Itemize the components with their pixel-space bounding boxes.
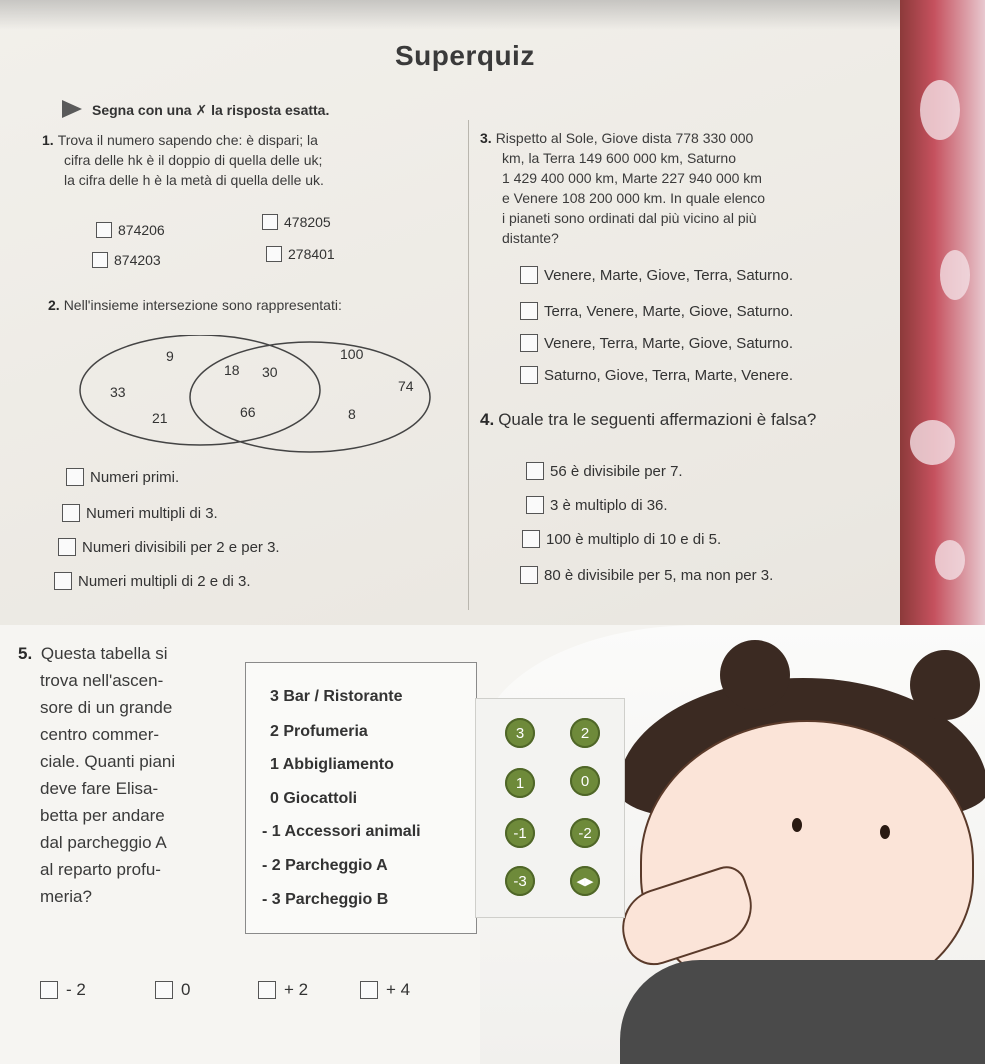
checkbox[interactable] [360, 981, 378, 999]
q1-option-c[interactable]: 874203 [92, 252, 161, 268]
q1-option-d[interactable]: 278401 [266, 246, 335, 262]
q5-line: dal parcheggio A [40, 833, 167, 852]
q4-option-b[interactable]: 3 è multiplo di 36. [526, 496, 668, 514]
floor-label: 0 Giocattoli [270, 790, 358, 807]
checkbox[interactable] [155, 981, 173, 999]
checkbox[interactable] [40, 981, 58, 999]
q3-line-2: km, la Terra 149 600 000 km, Saturno [502, 150, 736, 166]
floor-label: - 2 Parcheggio A [262, 857, 388, 874]
checkbox[interactable] [258, 981, 276, 999]
q1-option-b[interactable]: 478205 [262, 214, 331, 230]
q3-option-d[interactable]: Saturno, Giove, Terra, Marte, Venere. [520, 366, 793, 384]
q5-answer-c[interactable]: + 2 [258, 980, 308, 1000]
checkbox[interactable] [266, 246, 282, 262]
girl-eye [792, 818, 802, 832]
floor-label: 1 Abbigliamento [270, 756, 394, 773]
venn-left-value: 33 [110, 384, 126, 400]
checkbox[interactable] [522, 530, 540, 548]
question-4 [480, 410, 816, 430]
venn-intersection-value: 18 [224, 362, 240, 378]
girl-shirt [620, 960, 985, 1064]
q2-number: 2. [48, 297, 60, 313]
q5-line: Questa tabella si [40, 644, 168, 663]
checkbox[interactable] [66, 468, 84, 486]
q5-line: meria? [40, 887, 92, 906]
q5-number: 5. [18, 644, 33, 663]
q2-option-c[interactable]: Numeri divisibili per 2 e per 3. [58, 538, 280, 556]
q3-option-b[interactable]: Terra, Venere, Marte, Giove, Saturno. [520, 302, 793, 320]
checkbox[interactable] [54, 572, 72, 590]
venn-right-value: 100 [340, 346, 364, 362]
girl-hair-bun [720, 640, 790, 710]
q3-line-6: distante? [502, 230, 559, 246]
floor-label: - 3 Parcheggio B [262, 891, 389, 908]
elevator-button[interactable]: -3 [505, 866, 535, 896]
elevator-button[interactable]: -2 [570, 818, 600, 848]
q5-answer-d[interactable]: + 4 [360, 980, 410, 1000]
elevator-button[interactable]: 0 [570, 766, 600, 796]
checkbox[interactable] [92, 252, 108, 268]
venn-left-value: 9 [166, 348, 174, 364]
checkbox[interactable] [526, 462, 544, 480]
elevator-button[interactable]: 2 [570, 718, 600, 748]
q5-line: al reparto profu- [40, 860, 161, 879]
elevator-button[interactable]: 3 [505, 718, 535, 748]
q1-option-a[interactable]: 874206 [96, 222, 165, 238]
q1-number: 1. [42, 132, 54, 148]
question-3 [480, 128, 890, 248]
elevator-button[interactable]: 1 [505, 768, 535, 798]
checkbox[interactable] [96, 222, 112, 238]
q3-option-a[interactable]: Venere, Marte, Giove, Terra, Saturno. [520, 266, 793, 284]
page-title: Superquiz [395, 40, 535, 71]
q5-line: sore di un grande [40, 698, 173, 717]
q3-line-3: 1 429 400 000 km, Marte 227 940 000 km [502, 170, 762, 186]
q1-line-1: Trova il numero sapendo che: è dispari; la [57, 132, 318, 148]
checkbox[interactable] [62, 504, 80, 522]
q3-option-c[interactable]: Venere, Terra, Marte, Giove, Saturno. [520, 334, 793, 352]
venn-right-value: 8 [348, 406, 356, 422]
checkbox[interactable] [520, 334, 538, 352]
checkbox[interactable] [58, 538, 76, 556]
q1-line-2: cifra delle hk è il doppio di quella delle uk; [64, 152, 323, 168]
q5-line: centro commer- [40, 725, 160, 744]
q3-line-4: e Venere 108 200 000 km. In quale elenco [502, 190, 766, 206]
q4-option-d[interactable]: 80 è divisibile per 5, ma non per 3. [520, 566, 773, 584]
instruction-arrow-icon [62, 100, 82, 118]
q5-line: deve fare Elisa- [40, 779, 159, 798]
q5-line: ciale. Quanti piani [40, 752, 176, 771]
q2-text: Nell'insieme intersezione sono rappresentati: [63, 297, 342, 313]
venn-left-value: 21 [152, 410, 168, 426]
q3-number: 3. [480, 130, 492, 146]
top-shadow [0, 0, 985, 30]
checkbox[interactable] [262, 214, 278, 230]
checkbox[interactable] [520, 366, 538, 384]
q3-line-5: i pianeti sono ordinati dal più vicino al più [502, 210, 757, 226]
floor-label: 3 Bar / Ristorante [270, 688, 403, 705]
q5-answer-a[interactable]: - 2 [40, 980, 86, 1000]
girl-hair-bun [910, 650, 980, 720]
q5-answer-b[interactable]: 0 [155, 980, 190, 1000]
q1-line-3: la cifra delle h è la metà di quella delle uk. [64, 172, 324, 188]
question-2 [48, 295, 468, 315]
elevator-button-panel [475, 698, 625, 918]
checkbox[interactable] [526, 496, 544, 514]
column-divider [468, 120, 469, 610]
checkbox[interactable] [520, 302, 538, 320]
instruction-text: Segna con una ✗ la risposta esatta. [92, 102, 330, 118]
floor-label: - 1 Accessori animali [262, 823, 421, 840]
question-5 [18, 640, 248, 910]
question-1 [42, 130, 462, 190]
venn-diagram [70, 335, 450, 455]
venn-intersection-value: 30 [262, 364, 278, 380]
q2-option-d[interactable]: Numeri multipli di 2 e di 3. [54, 572, 251, 590]
venn-right-value: 74 [398, 378, 414, 394]
door-arrows-icon[interactable]: ◀▶ [570, 866, 600, 896]
floor-label: 2 Profumeria [270, 723, 368, 740]
q5-line: betta per andare [40, 806, 165, 825]
q4-option-a[interactable]: 56 è divisibile per 7. [526, 462, 683, 480]
checkbox[interactable] [520, 266, 538, 284]
q4-text: Quale tra le seguenti affermazioni è falsa? [498, 410, 817, 429]
venn-intersection-value: 66 [240, 404, 256, 420]
elevator-button[interactable]: -1 [505, 818, 535, 848]
q4-number: 4. [480, 410, 495, 429]
q5-line: trova nell'ascen- [40, 671, 164, 690]
q3-line-1: Rispetto al Sole, Giove dista 778 330 000 [495, 130, 754, 146]
girl-eye [880, 825, 890, 839]
q2-option-a[interactable]: Numeri primi. [66, 468, 179, 486]
checkbox[interactable] [520, 566, 538, 584]
q2-option-b[interactable]: Numeri multipli di 3. [62, 504, 218, 522]
q4-option-c[interactable]: 100 è multiplo di 10 e di 5. [522, 530, 721, 548]
